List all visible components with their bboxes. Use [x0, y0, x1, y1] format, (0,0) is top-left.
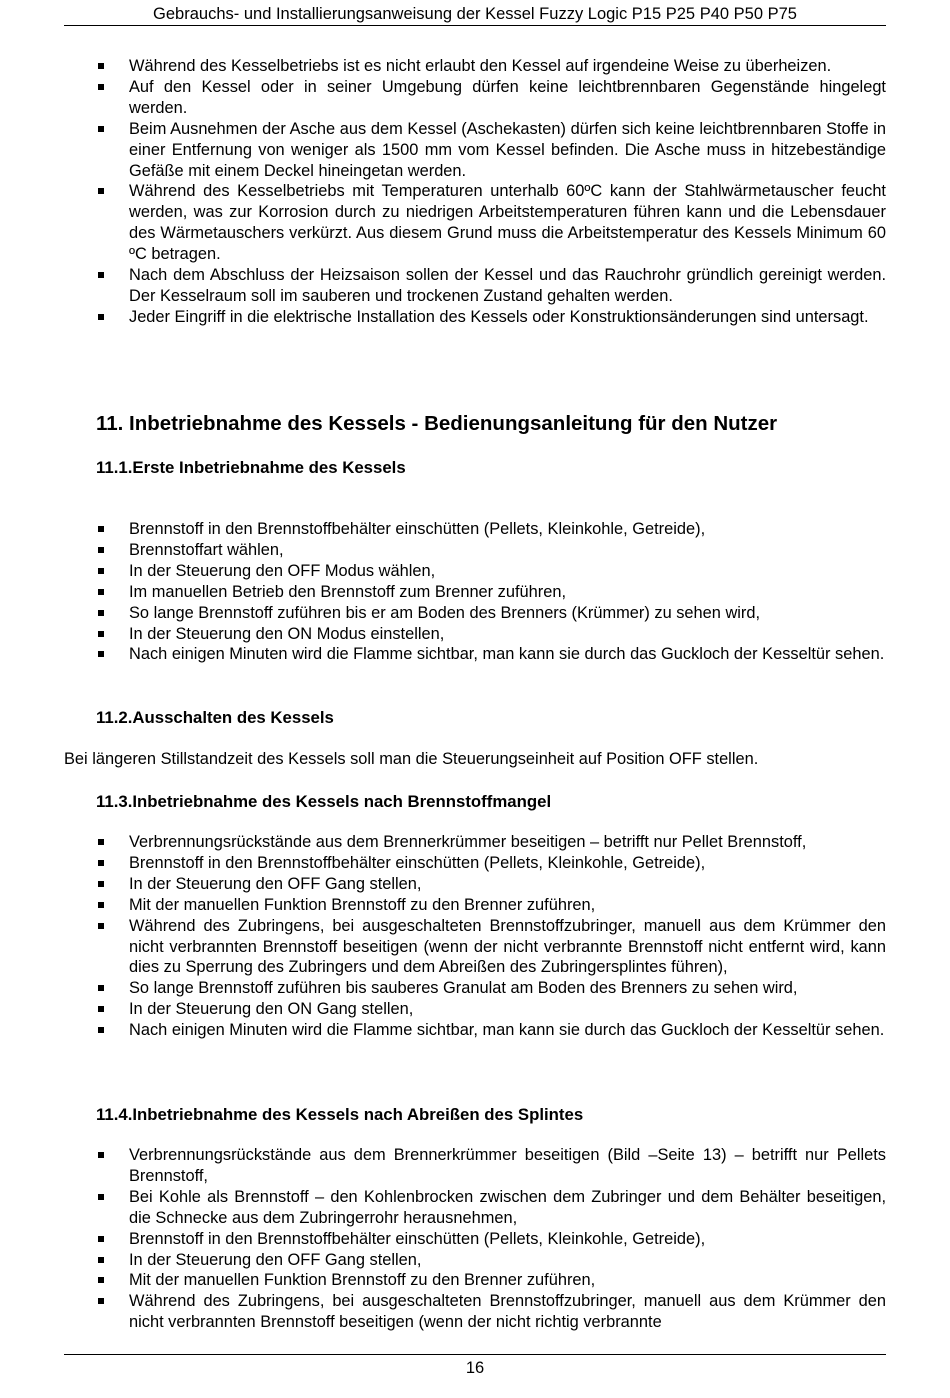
list-item: Während des Kesselbetriebs mit Temperaturen unterhalb 60ºC kann der Stahlwärmetauscher feucht werden, was zur Korrosion durch zu niedrigen Arbeitstemperaturen führen kann und die Lebensdauer des Wärmetauschers verkürzt. Aus diesem Grund muss die Arbeitstemperatur des Kessels Minimum 60 ºC betragen.: [96, 181, 886, 265]
list-item: Im manuellen Betrieb den Brennstoff zum Brenner zuführen,: [96, 582, 886, 603]
split-pin-list: [96, 1145, 886, 1333]
section-title: Inbetriebnahme des Kessels - Bedienungsanleitung für den Nutzer: [129, 412, 778, 435]
list-item: Brennstoffart wählen,: [96, 540, 886, 561]
running-header: Gebrauchs- und Installierungsanweisung der Kessel Fuzzy Logic P15 P25 P40 P50 P75: [153, 5, 797, 23]
list-item: Auf den Kessel oder in seiner Umgebung dürfen keine leichtbrennbaren Gegenstände hingelegt werden.: [96, 77, 886, 119]
list-item: Verbrennungsrückstände aus dem Brennerkrümmer beseitigen – betrifft nur Pellet Brennstoff,: [96, 832, 886, 853]
list-item: Bei Kohle als Brennstoff – den Kohlenbrocken zwischen dem Zubringer und dem Behälter beseitigen, die Schnecke aus dem Zubringerrohr herausnehmen,: [96, 1187, 886, 1229]
safety-list: [96, 56, 886, 328]
list-item: Nach einigen Minuten wird die Flamme sichtbar, man kann sie durch das Guckloch der Kesseltür sehen.: [96, 644, 886, 665]
list-item: So lange Brennstoff zuführen bis sauberes Granulat am Boden des Brenners zu sehen wird,: [96, 978, 886, 999]
list-item: In der Steuerung den ON Gang stellen,: [96, 999, 886, 1020]
subsection-heading-11-4: 11.4.Inbetriebnahme des Kessels nach Abreißen des Splintes: [96, 1105, 584, 1124]
list-item: In der Steuerung den OFF Modus wählen,: [96, 561, 886, 582]
shutdown-paragraph: Bei längeren Stillstandzeit des Kessels soll man die Steuerungseinheit auf Position OFF stellen.: [64, 750, 759, 768]
list-item: Brennstoff in den Brennstoffbehälter einschütten (Pellets, Kleinkohle, Getreide),: [96, 853, 886, 874]
list-item: Nach einigen Minuten wird die Flamme sichtbar, man kann sie durch das Guckloch der Kesseltür sehen.: [96, 1020, 886, 1041]
list-item: Während des Zubringens, bei ausgeschalteten Brennstoffzubringer, manuell aus dem Krümmer den nicht verbrannten Brennstoff beseitigen (wenn der nicht verbrannte Brennstoff nicht entfernt wird, kann dies zu Sperrung des Zubringers und dem Abreißen des Zubringersplintes führen),: [96, 916, 886, 979]
list-item: Brennstoff in den Brennstoffbehälter einschütten (Pellets, Kleinkohle, Getreide),: [96, 1229, 886, 1250]
fuel-shortage-list: [96, 832, 886, 1041]
list-item: Jeder Eingriff in die elektrische Installation des Kessels oder Konstruktionsänderungen sind untersagt.: [96, 307, 886, 328]
subsection-heading-11-2: 11.2.Ausschalten des Kessels: [96, 708, 334, 727]
section-number: 11.: [96, 412, 124, 435]
first-startup-list: [96, 519, 886, 665]
footer-rule: [64, 1354, 886, 1355]
list-item: So lange Brennstoff zuführen bis er am Boden des Brenners (Krümmer) zu sehen wird,: [96, 603, 886, 624]
list-item: Brennstoff in den Brennstoffbehälter einschütten (Pellets, Kleinkohle, Getreide),: [96, 519, 886, 540]
header-rule: [64, 25, 886, 26]
subsection-heading-11-3: 11.3.Inbetriebnahme des Kessels nach Brennstoffmangel: [96, 792, 552, 811]
list-item: Während des Kesselbetriebs ist es nicht erlaubt den Kessel auf irgendeine Weise zu überheizen.: [96, 56, 886, 77]
list-item: Während des Zubringens, bei ausgeschalteten Brennstoffzubringer, manuell aus dem Krümmer den nicht verbrannten Brennstoff beseitigen (wenn der nicht richtig verbrannte: [96, 1291, 886, 1333]
list-item: Mit der manuellen Funktion Brennstoff zu den Brenner zuführen,: [96, 895, 886, 916]
section-heading-11: [96, 411, 777, 437]
list-item: In der Steuerung den OFF Gang stellen,: [96, 1250, 886, 1271]
list-item: In der Steuerung den OFF Gang stellen,: [96, 874, 886, 895]
list-item: Nach dem Abschluss der Heizsaison sollen der Kessel und das Rauchrohr gründlich gereinigt werden. Der Kesselraum soll im sauberen und trockenen Zustand gehalten werden.: [96, 265, 886, 307]
list-item: Mit der manuellen Funktion Brennstoff zu den Brenner zuführen,: [96, 1270, 886, 1291]
subsection-heading-11-1: 11.1.Erste Inbetriebnahme des Kessels: [96, 458, 406, 477]
page-number: 16: [465, 1359, 485, 1377]
list-item: Verbrennungsrückstände aus dem Brennerkrümmer beseitigen (Bild –Seite 13) – betrifft nur Pellets Brennstoff,: [96, 1145, 886, 1187]
list-item: Beim Ausnehmen der Asche aus dem Kessel (Aschekasten) dürfen sich keine leichtbrennbaren Stoffe in einer Entfernung von weniger als 1500 mm vom Kessel befinden. Die Asche muss in hitzebeständige Gefäße mit einem Deckel hineingetan werden.: [96, 119, 886, 182]
list-item: In der Steuerung den ON Modus einstellen,: [96, 624, 886, 645]
